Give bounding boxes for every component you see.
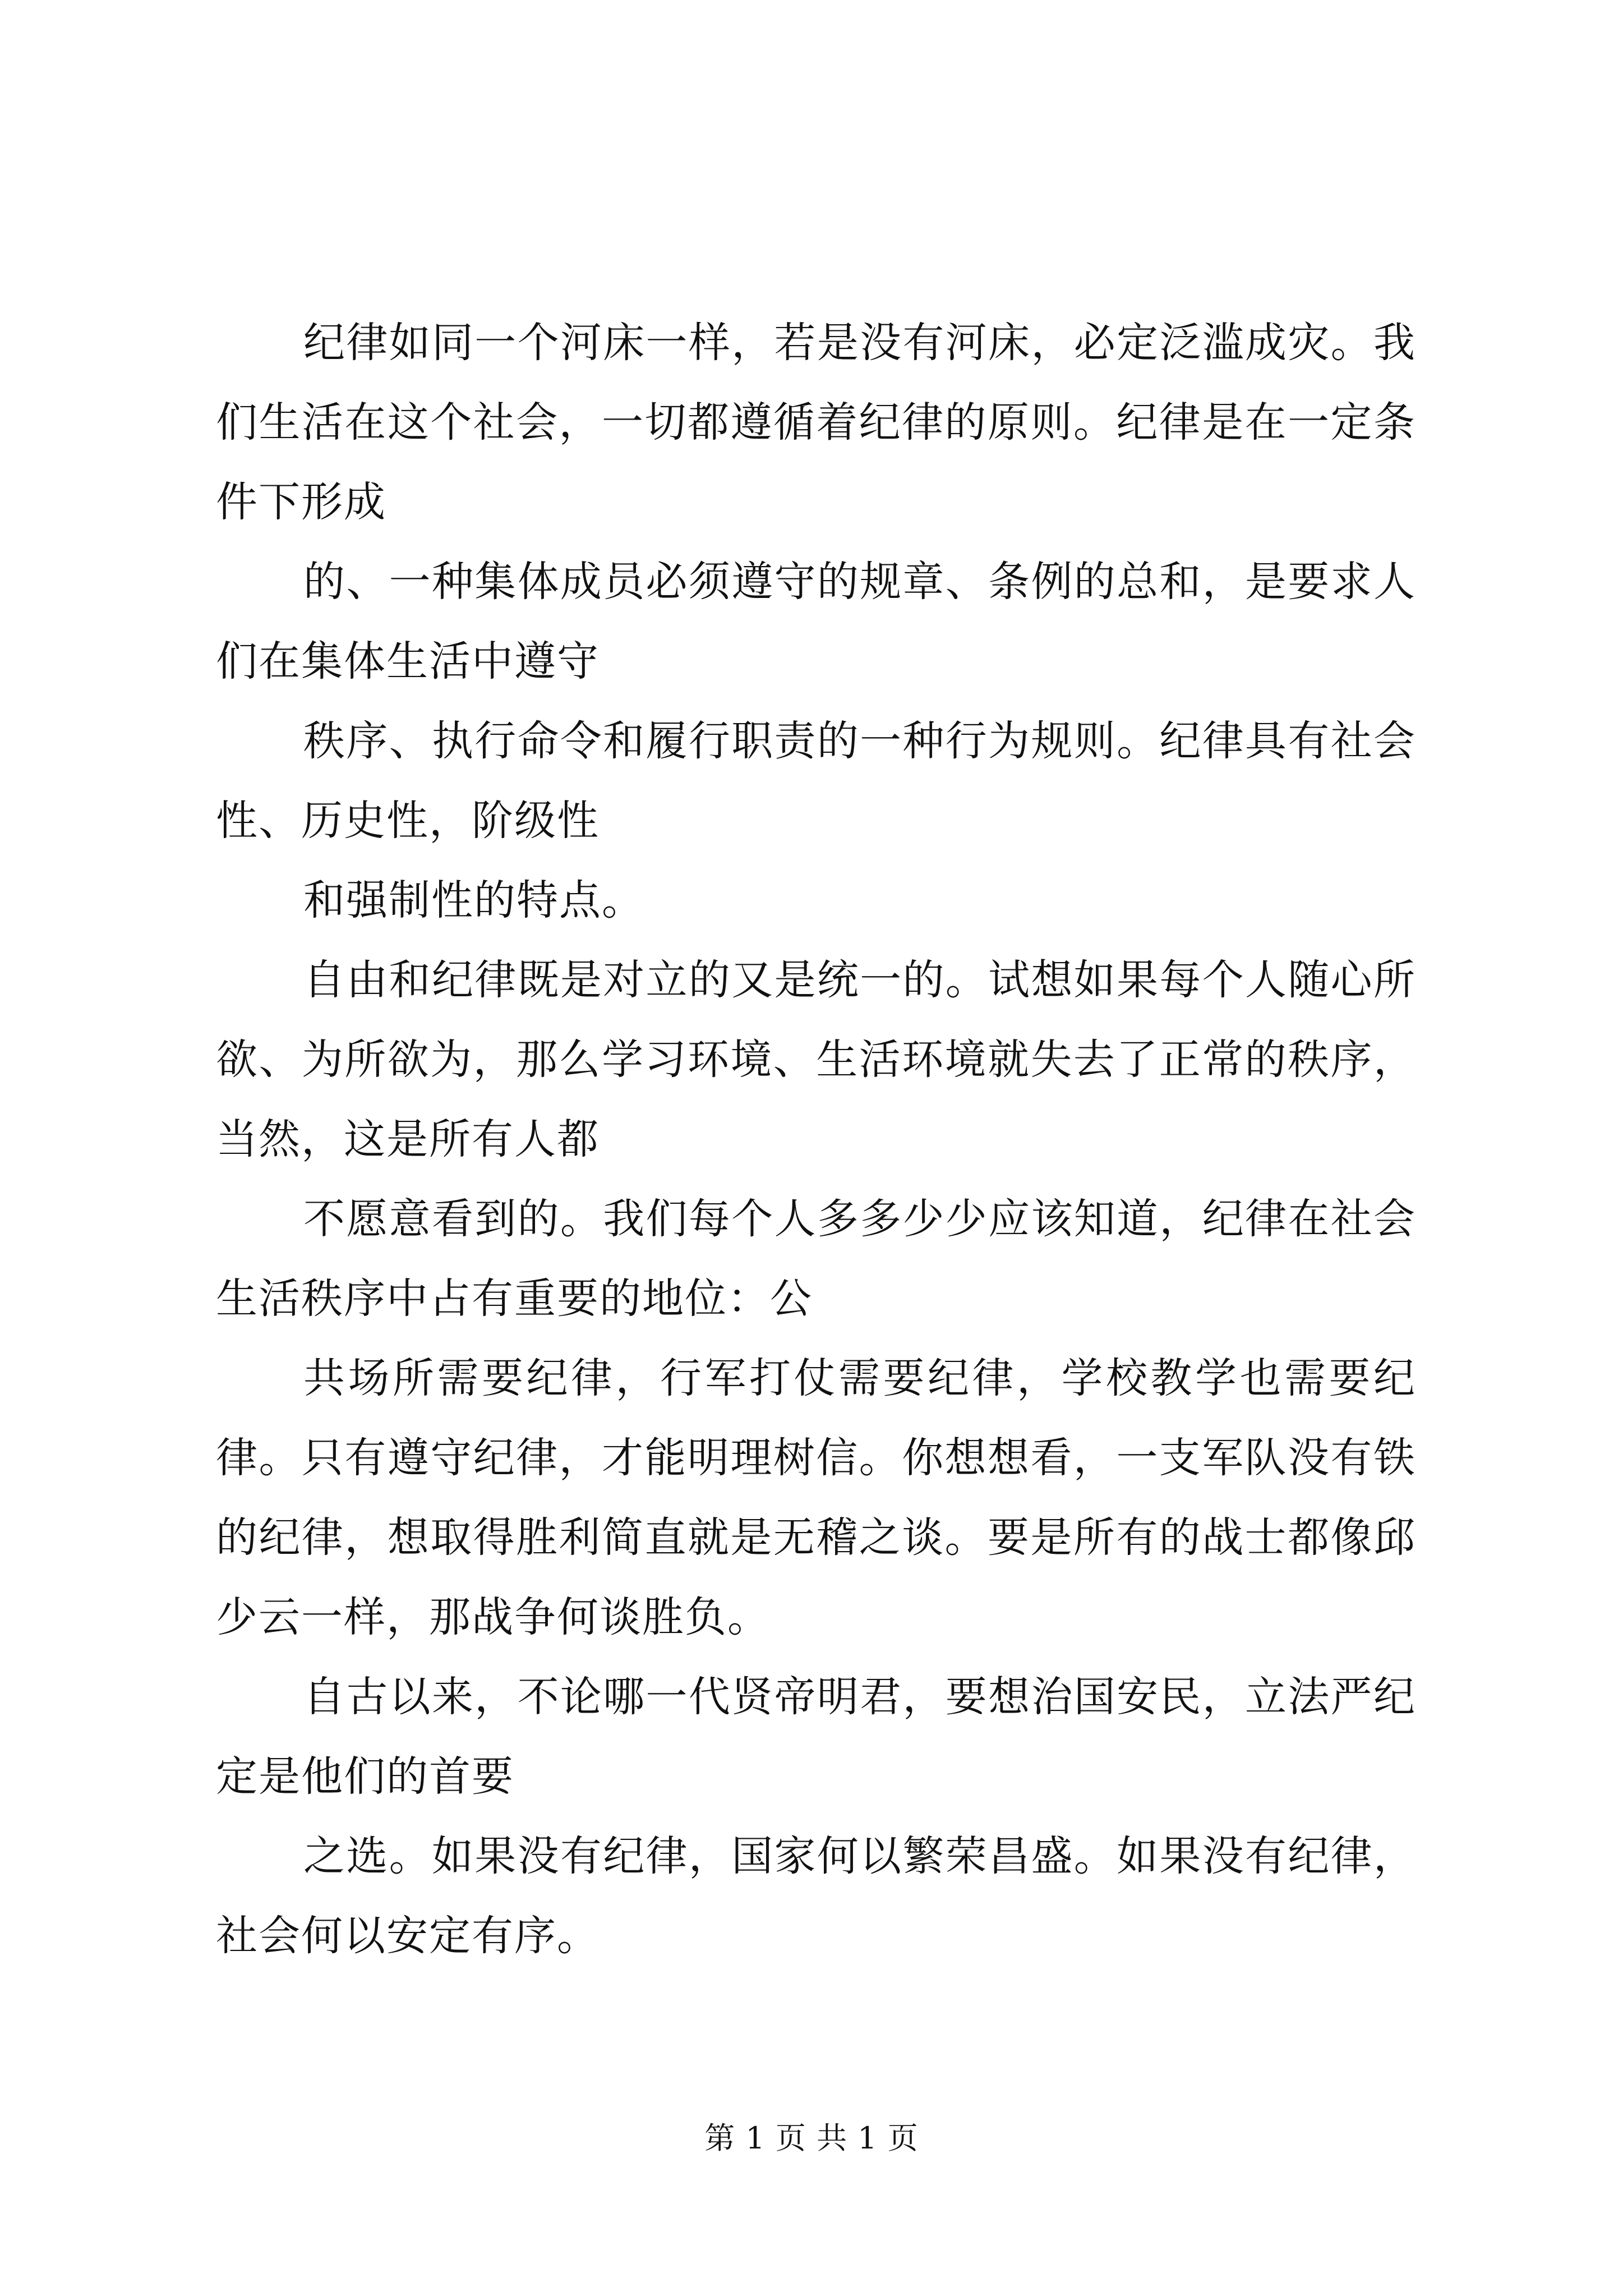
paragraph: 自由和纪律既是对立的又是统一的。试想如果每个人随心所欲、为所欲为，那么学习环境、生活环境就失去了正常的秩序，当然，这是所有人都 bbox=[216, 956, 1416, 1163]
paragraph: 共场所需要纪律，行军打仗需要纪律，学校教学也需要纪律。只有遵守纪律，才能明理树信。你想想看，一支军队没有铁的纪律，想取得胜利简直就是无稽之谈。要是所有的战士都像邱少云一样，那战争何谈胜负。 bbox=[216, 1354, 1416, 1641]
paragraph: 自古以来，不论哪一代贤帝明君，要想治国安民，立法严纪定是他们的首要 bbox=[216, 1673, 1416, 1801]
paragraph: 和强制性的特点。 bbox=[303, 876, 644, 924]
paragraph: 的、一种集体成员必须遵守的规章、条例的总和，是要求人们在集体生活中遵守 bbox=[216, 558, 1416, 685]
paragraph: 之选。如果没有纪律，国家何以繁荣昌盛。如果没有纪律，社会何以安定有序。 bbox=[216, 1832, 1416, 1960]
paragraph: 秩序、执行命令和履行职责的一种行为规则。纪律具有社会性、历史性，阶级性 bbox=[216, 717, 1416, 845]
page-footer: 第 1 页 共 1 页 bbox=[704, 2120, 919, 2156]
document-body bbox=[216, 303, 1416, 1976]
paragraph: 纪律如同一个河床一样，若是没有河床，必定泛滥成灾。我们生活在这个社会，一切都遵循着纪律的原则。纪律是在一定条件下形成 bbox=[216, 319, 1416, 526]
paragraph: 不愿意看到的。我们每个人多多少少应该知道，纪律在社会生活秩序中占有重要的地位：公 bbox=[216, 1195, 1416, 1323]
